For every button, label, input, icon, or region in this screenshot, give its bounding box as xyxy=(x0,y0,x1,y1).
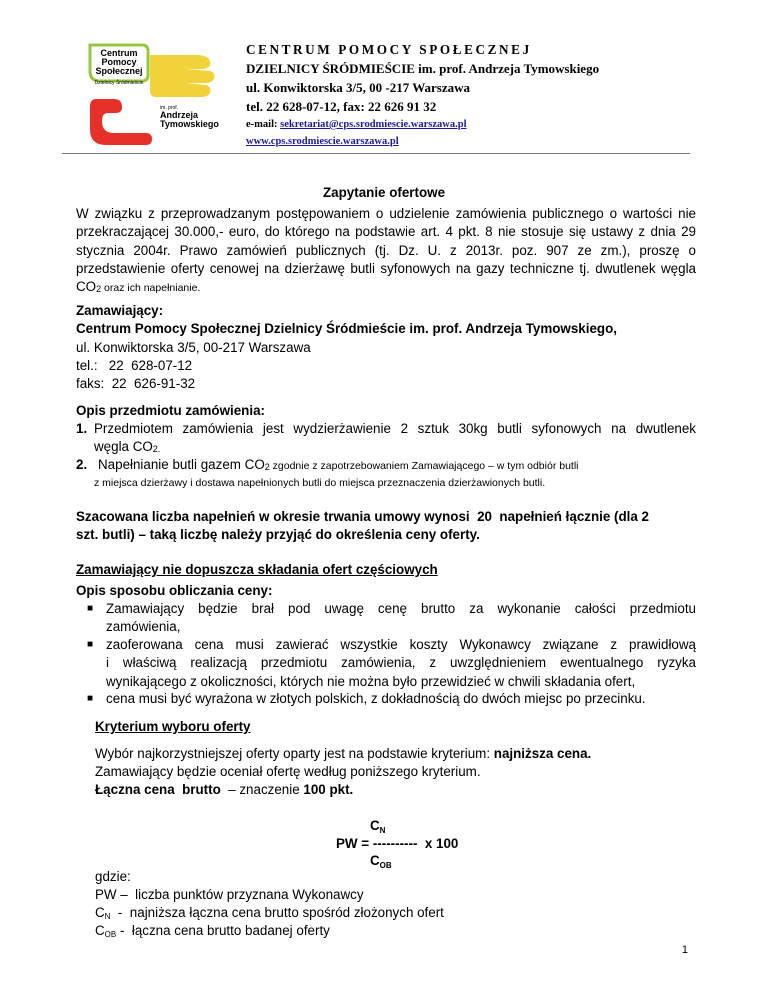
ordering-party-address: ul. Konwiktorska 3/5, 00-217 Warszawa xyxy=(76,339,311,355)
definition-cob-c: C xyxy=(95,923,105,938)
price-method-heading: Opis sposobu obliczania ceny: xyxy=(76,583,273,598)
email-link[interactable]: sekretariat@cps.srodmiescie.warszawa.pl xyxy=(280,119,467,130)
definition-cn-text: - najniższa łączna cena brutto spośród złożonych ofert xyxy=(110,905,444,920)
email-label: e-mail: xyxy=(246,119,281,130)
square-bullet-icon: ■ xyxy=(87,639,94,650)
letterhead-line-2: DZIELNICY ŚRÓDMIEŚCIE im. prof. Andrzeja Tymowskiego xyxy=(246,61,600,76)
logo-text-2: Pomocy xyxy=(101,57,137,67)
logo-text-7: Tymowskiego xyxy=(160,119,219,129)
ordering-party-fax: faks: 22 626-91-32 xyxy=(76,376,196,392)
logo-text-4: Dzielnicy Śródmieście xyxy=(94,80,144,86)
ordering-party-heading: Zamawiający: xyxy=(76,303,164,318)
formula-numerator-sub: N xyxy=(379,826,386,835)
website-link[interactable]: www.cps.srodmiescie.warszawa.pl xyxy=(246,136,399,147)
formula-numerator xyxy=(370,818,385,833)
square-bullet-icon: ■ xyxy=(87,693,94,704)
item-2-number: 2. xyxy=(76,457,88,472)
item-1-subscript: 2. xyxy=(152,444,161,454)
intro-subscript: 2 xyxy=(96,284,102,295)
criterion-line-1 xyxy=(95,745,591,763)
criterion-lowest-price: najniższa cena. xyxy=(493,746,592,761)
item-1-line-1: Przedmiotem zamówienia jest wydzierżawienie 2 sztuk 30kg butli syfonowych na dwutlenek xyxy=(94,421,696,436)
item-2-line-2: z miejsca dzierżawy i dostawa napełnionych butli do miejsca przeznaczenia dzierżawionych butli. xyxy=(94,477,546,489)
definition-cob-sub: OB xyxy=(104,930,117,939)
definition-cn-c: C xyxy=(95,905,105,920)
criterion-heading: Kryterium wyboru oferty xyxy=(95,719,251,734)
square-bullet-icon: ■ xyxy=(87,603,94,614)
price-bullet-2-line-2: i właściwą realizacją przedmiotu zamówienia, z uwzględnieniem ewentualnego ryzyka xyxy=(106,655,696,671)
price-bullet-1-line-1: Zamawiający będzie brał pod uwagę cenę brutto za wykonanie całości przedmiotu xyxy=(106,601,696,616)
estimate-line-1: Szacowana liczba napełnień w okresie trwania umowy wynosi 20 napełnień łącznie (dla 2 xyxy=(76,509,650,524)
formula-main: PW = ---------- x 100 xyxy=(336,836,459,851)
definition-pw: PW – liczba punktów przyznana Wykonawcy xyxy=(95,887,364,902)
criterion-text: Wybór najkorzystniejszej oferty oparty jest na podstawie kryterium: xyxy=(95,746,494,761)
item-2-line-1 xyxy=(98,456,579,475)
item-1-number: 1. xyxy=(76,421,88,436)
estimate-line-2: szt. butli) – taką liczbę należy przyjąć do określenia ceny oferty. xyxy=(76,527,480,542)
criterion-weight: 100 pkt. xyxy=(303,782,354,797)
price-bullet-3: cena musi być wyrażona w złotych polskich, z dokładnością do dwóch miejsc po przecinku. xyxy=(106,691,646,706)
logo-red-hand xyxy=(90,99,152,145)
item-1-text: węgla CO xyxy=(94,439,153,454)
intro-paragraph xyxy=(76,205,696,297)
logo-yellow-hand xyxy=(150,55,215,97)
criterion-line-2: Zamawiający będzie oceniał ofertę według poniższego kryterium. xyxy=(95,764,481,779)
logo-text-3: Społecznej xyxy=(95,66,143,76)
page-number: 1 xyxy=(681,944,688,956)
logo-text-5: im. prof. xyxy=(160,105,179,111)
price-bullet-2 xyxy=(106,636,696,691)
intro-tail: oraz ich napełnianie. xyxy=(101,282,201,295)
definition-cn-sub: N xyxy=(104,912,111,921)
ordering-party-tel: tel.: 22 628-07-12 xyxy=(76,357,193,373)
intro-text: W związku z przeprowadzanym postępowaniem o udzielenie zamówienia publicznego o wartości nie przekraczającej 30.000,- euro, do którego na podstawie art. 4 pkt. 8 nie stosuje się ustawy z dnia 29 stycznia 2004r. Prawo zamówień publicznych (tj. Dz. U. z 2013r. poz. 907 ze zm.), proszę o przedstawienie oferty cenowej na dzierżawę butli syfonowych na gazy techniczne tj. dwutlenek węgla CO xyxy=(76,206,696,295)
item-1-line-2 xyxy=(94,438,160,457)
letterhead-address: ul. Konwiktorska 3/5, 00 -217 Warszawa xyxy=(246,80,471,95)
logo-text-6: Andrzeja xyxy=(160,110,199,120)
formula-denominator xyxy=(370,853,392,868)
subject-heading: Opis przedmiotu zamówienia: xyxy=(76,403,265,418)
formula-denominator-c: C xyxy=(370,853,380,868)
criterion-total-price: Łączna cena brutto xyxy=(95,782,221,797)
letterhead-line-1: CENTRUM POMOCY SPOŁECZNEJ xyxy=(246,42,532,57)
logo xyxy=(86,41,222,147)
price-bullet-1-line-2: zamówienia, xyxy=(106,619,181,635)
criterion-weight-label: – znaczenie xyxy=(220,782,304,797)
item-2-text: Napełnianie butli gazem CO xyxy=(98,457,265,472)
letterhead-email-row xyxy=(246,117,599,133)
price-bullet-2-line-3: wynikającego z okoliczności, których nie można było przewidzieć w chwili składania ofert, xyxy=(106,673,636,689)
item-2-text-b: zgodnie z zapotrzebowaniem Zamawiającego – w tym odbiór butli xyxy=(269,460,579,472)
formula-numerator-c: C xyxy=(370,818,380,833)
formula-denominator-sub: OB xyxy=(379,861,392,870)
header-divider xyxy=(62,153,690,154)
letterhead-www-row xyxy=(246,134,599,150)
letterhead-phone: tel. 22 628-07-12, fax: 22 626 91 32 xyxy=(246,99,437,114)
ordering-party xyxy=(76,302,617,393)
price-bullet-1 xyxy=(106,600,696,637)
ordering-party-name: Centrum Pomocy Społecznej Dzielnicy Śródmieście im. prof. Andrzeja Tymowskiego, xyxy=(76,321,617,337)
document-title: Zapytanie ofertowe xyxy=(322,185,446,200)
definition-cob xyxy=(95,922,330,942)
item-2-subscript: 2 xyxy=(264,462,270,472)
where-label: gdzie: xyxy=(95,869,131,884)
logo-text-1: Centrum xyxy=(100,48,138,58)
definition-cob-text: - łączna cena brutto badanej oferty xyxy=(116,923,330,938)
criterion-line-3 xyxy=(95,781,353,799)
price-bullet-2-line-1: zaoferowana cena musi zawierać wszystkie koszty Wykonawcy związane z prawidłową xyxy=(106,637,696,652)
letterhead xyxy=(246,40,599,150)
partial-offers-notice: Zamawiający nie dopuszcza składania ofert częściowych xyxy=(76,562,438,577)
